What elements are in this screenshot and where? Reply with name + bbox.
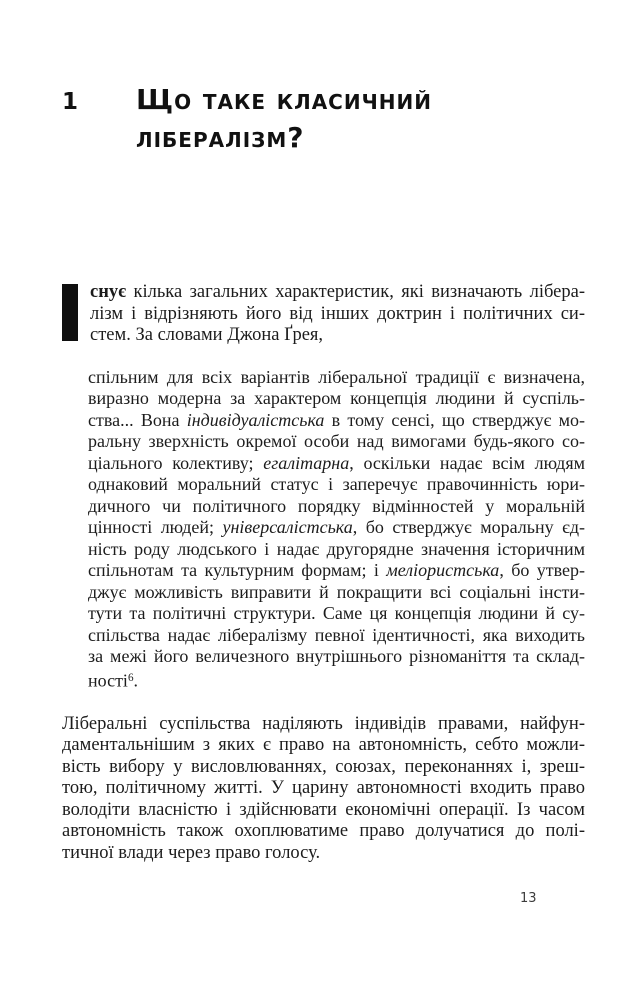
text-line: ральну зверхність окремої особи над вимогами будь-якого со-	[88, 431, 585, 451]
text-line: ність роду людського і надає другорядне значення історичним	[88, 538, 585, 559]
chapter-title-line-1: Що таке класичний	[136, 83, 432, 116]
text-line: однаковий моральний статус і заперечує правочинність юри-	[88, 474, 585, 494]
text-line: снує кілька загальних характеристик, які визначають лібера-	[90, 282, 585, 302]
closing-paragraph	[62, 714, 585, 865]
text-line: лізм і відрізняють його від інших доктрин і політичних си-	[90, 303, 585, 324]
text-line: тою, політичному житті. У царину автономності входить право	[62, 778, 585, 799]
text-line: Ліберальні суспільства наділяють індивідів правами, найфун-	[62, 713, 585, 734]
text-line: цінності людей; універсалістська, бо стверджує моральну єд-	[88, 517, 585, 537]
text-line: стем. За словами Джона Ґрея,	[90, 325, 324, 345]
text-line: виразно модерна за характером концепція людини й суспіль-	[88, 388, 585, 408]
page-content	[62, 282, 585, 864]
text-line: ства... Вона індивідуалістська в тому сенсі, що стверджує мо-	[88, 409, 585, 430]
text-line: ності$^6$.	[88, 670, 139, 691]
text-line: спільнотам та культурним формам; і меліористська, бо утвер-	[88, 560, 586, 580]
text-line: даментальнішим з яких є право на автономність, себто можли-	[62, 735, 585, 756]
text-line: володіти власністю і здійснювати економічні операції. Із часом	[62, 799, 585, 820]
text-line: спільства надає лібералізму певної ідентичності, яка виходить	[88, 624, 585, 645]
text-line: автономність також охоплюватиме право долучатися до полі-	[62, 821, 585, 842]
drop-cap-letter	[62, 284, 78, 341]
quotation-block	[88, 367, 585, 692]
text-line: ціального колективу; егалітарна, оскільки надає всім людям	[88, 452, 585, 473]
chapter-title	[136, 81, 432, 157]
text-line: тути та політичні структури. Саме ця концепція людини й су-	[88, 603, 585, 623]
page-number: 13	[520, 891, 537, 906]
chapter-title-line-2: лібералізм?	[136, 121, 305, 154]
text-line: вість вибору у висловлюваннях, союзах, переконаннях і, зреш-	[62, 756, 585, 777]
chapter-heading	[0, 0, 639, 157]
text-line: за межі його величезного внутрішнього різноманіття та склад-	[88, 646, 585, 666]
intro-paragraph	[62, 282, 585, 347]
text-line: спільним для всіх варіантів ліберальної традиції є визначена,	[88, 366, 585, 387]
text-line: джує можливість виправити й покращити всі соціальні інсти-	[88, 581, 585, 602]
chapter-number: 1	[62, 89, 79, 115]
text-line: тичної влади через право голосу.	[62, 842, 321, 863]
text-line: дичного чи політичного порядку відмінностей у моральній	[88, 495, 585, 516]
